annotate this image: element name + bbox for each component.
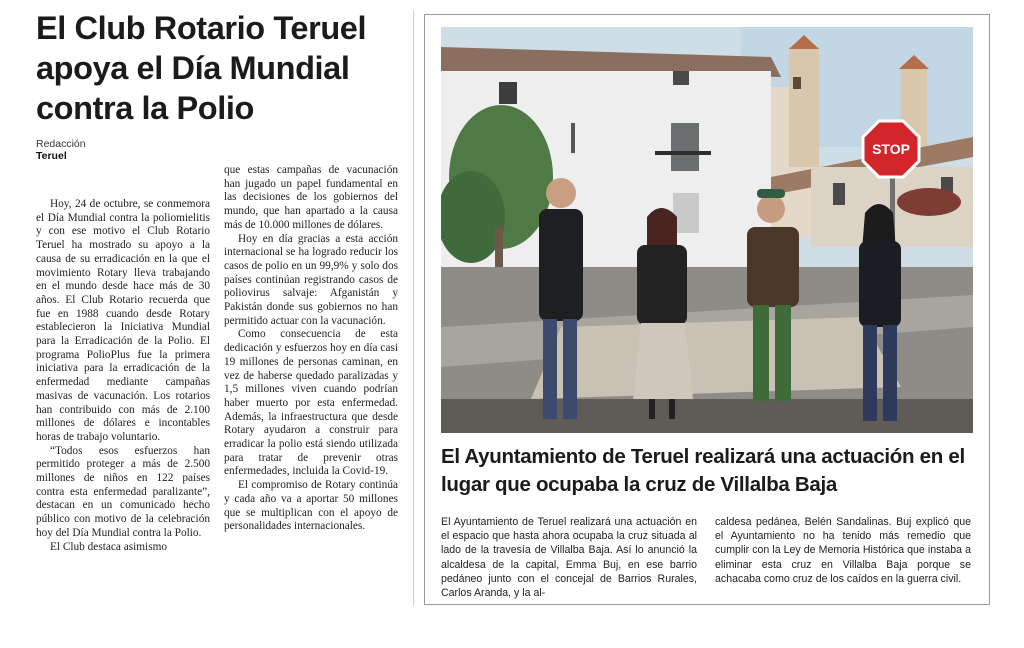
box-headline: El Ayuntamiento de Teruel realizará una actuación en el lugar que ocupaba la cruz de Villalba Baja	[441, 445, 965, 496]
paragraph: Hoy, 24 de octubre, se conmemora el Día Mundial contra la poliomielitis y con ese motivo el Club Rotario Teruel ha mostrado su apoyo a la causa de su erradicación en la que el movimiento Rotary lleva trabajando en el mundo desde hace más de 30 años. El Club Rotario recuerda que fue en 1988 cuando desde Rotary establecieron la Iniciativa Mundial para la Erradicación de la Polio. El programa PolioPlus fue la primera iniciativa para la erradicación de la enfermedad mediante campañas masivas de vacunación. Los rotarios han contribuido con más de 2.100 millones de dólares e incontables horas de trabajo voluntario.	[36, 198, 210, 443]
byline-author: Redacción	[36, 138, 86, 150]
article-headline: El Club Rotario Teruel apoya el Día Mundial contra la Polio	[36, 10, 367, 126]
column-divider	[413, 10, 414, 606]
stop-sign-text: STOP	[872, 141, 910, 157]
paragraph: Hoy en día gracias a esta acción internacional se ha logrado reducir los casos de polio en un 99,9% y solo dos países continúan registrando casos de poliovirus salvaje: Afganistán y Pakistán donde sus gobiernos no han permitido actuar con la vacunación.	[224, 232, 398, 327]
villalba-article-box	[424, 14, 990, 605]
paragraph: Como consecuencia de esta dedicación y esfuerzos hoy en día casi 19 millones de personas caminan, en vez de haberse quedado paralizadas y 1,5 millones viven cuando podrían haber muerto por esta enfermedad. Además, la infraestructura que desde Rotary ayudaron a construir para erradicar la polio está siendo utilizada para tratar de prevenir otras enfermedades, incluida la Covid-19.	[224, 328, 398, 478]
photo-illustration	[441, 27, 973, 433]
box-column-2: caldesa pedánea, Belén Sandalinas. Buj explicó que el Ayuntamiento no ha tenido más remedio que cumplir con la Ley de Memoria Histórica que instaba a eliminar esta cruz en Villalba Baja porque se achacaba como cruz de los caídos en la guerra civil.	[715, 516, 971, 585]
byline-location: Teruel	[36, 150, 67, 162]
box-column-1: El Ayuntamiento de Teruel realizará una actuación en el espacio que hasta ahora ocupaba la cruz situada al lado de la travesía de Villalba Baja. Así lo anunció la alcaldesa de la capital, Emma Buj, en ese barrio pedáneo junto con el concejal de Barrios Rurales, Carlos Aranda, y la al-	[441, 516, 697, 600]
news-photo	[441, 27, 973, 433]
paragraph: “Todos esos esfuerzos han permitido proteger a más de 2.500 millones de niños en 122 países contra esta enfermedad paralizante”, destacan en un comunicado hecho público con motivo de la celebración hoy del Día Mundial contra la Polio.	[36, 444, 210, 539]
byline	[36, 138, 414, 162]
article-column-2	[224, 164, 398, 534]
rotary-article	[36, 8, 414, 553]
paragraph: que estas campañas de vacunación han jugado un papel fundamental en las decisiones de los gobiernos del mundo, que han apartado a la causa más de 10.000 millones de dólares.	[224, 164, 398, 231]
article-column-1	[36, 198, 210, 554]
paragraph: El Club destaca asimismo	[50, 540, 168, 553]
paragraph: El compromiso de Rotary continúa y cada año va a aportar 50 millones que se multiplican con el apoyo de personalidades internacionales.	[224, 479, 398, 533]
